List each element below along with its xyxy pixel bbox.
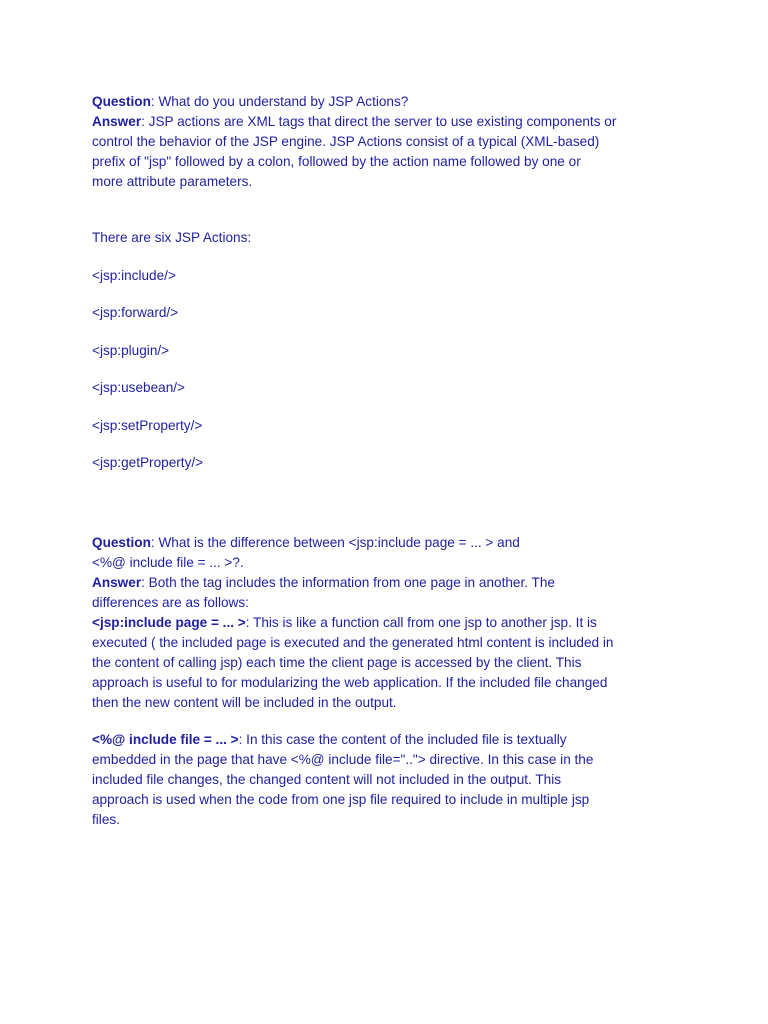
include-file-line-2: embedded in the page that have <%@ include file=".."> directive. In this case in the xyxy=(92,751,594,767)
question-label: Question xyxy=(92,94,151,109)
question-2-line-1 xyxy=(92,533,692,553)
question-text: : What do you understand by JSP Actions? xyxy=(150,94,409,109)
answer-2-line-1 xyxy=(92,573,692,593)
answer-2-line-2: differences are as follows: xyxy=(92,594,249,610)
answer-label: Answer xyxy=(92,574,142,590)
document-page xyxy=(92,92,692,830)
list-item: <jsp:getProperty/> xyxy=(92,455,204,470)
include-file-text: : In this case the content of the included file is textually xyxy=(238,731,567,747)
include-page-line-1 xyxy=(92,613,692,633)
answer-1-line-3: prefix of "jsp" followed by a colon, followed by the action name followed by one or xyxy=(92,154,581,169)
include-page-line-4: approach is useful to for modularizing the web application. If the included file changed xyxy=(92,674,608,690)
list-item: <jsp:forward/> xyxy=(92,305,179,320)
actions-list xyxy=(92,266,692,474)
include-page-line-2: executed ( the included page is executed and the generated html content is included in xyxy=(92,634,614,650)
answer-text: : JSP actions are XML tags that direct the server to use existing components or xyxy=(141,114,617,129)
include-file-line-1 xyxy=(92,730,692,750)
include-file-line-3: included file changes, the changed content will not included in the output. This xyxy=(92,771,562,787)
question-1-block xyxy=(92,92,692,192)
question-2-line-2: <%@ include file = ... >?. xyxy=(92,554,244,570)
include-page-label: <jsp:include page = ... > xyxy=(92,614,246,630)
question-1-line xyxy=(92,92,692,112)
answer-1-line-1 xyxy=(92,112,692,132)
list-item: <jsp:usebean/> xyxy=(92,380,185,395)
include-page-line-3: the content of calling jsp) each time the client page is accessed by the client. This xyxy=(92,654,582,670)
include-file-line-5: files. xyxy=(92,811,120,827)
list-item: <jsp:setProperty/> xyxy=(92,417,203,433)
answer-label: Answer xyxy=(92,114,142,129)
question-label: Question xyxy=(92,534,151,550)
answer-1-line-2: control the behavior of the JSP engine. JSP Actions consist of a typical (XML-based) xyxy=(92,134,600,149)
question-2-block xyxy=(92,533,692,830)
actions-intro: There are six JSP Actions: xyxy=(92,230,252,245)
include-page-line-5: then the new content will be included in the output. xyxy=(92,694,397,710)
include-file-line-4: approach is used when the code from one jsp file required to include in multiple jsp xyxy=(92,791,590,807)
list-item: <jsp:include/> xyxy=(92,267,176,283)
answer-1-line-4: more attribute parameters. xyxy=(92,174,253,189)
question-text: : What is the difference between <jsp:include page = ... > and xyxy=(150,534,520,550)
include-file-label: <%@ include file = ... > xyxy=(92,731,239,747)
list-item: <jsp:plugin/> xyxy=(92,342,170,358)
include-page-text: : This is like a function call from one jsp to another jsp. It is xyxy=(245,614,597,630)
answer-text: : Both the tag includes the information from one page in another. The xyxy=(141,574,555,590)
